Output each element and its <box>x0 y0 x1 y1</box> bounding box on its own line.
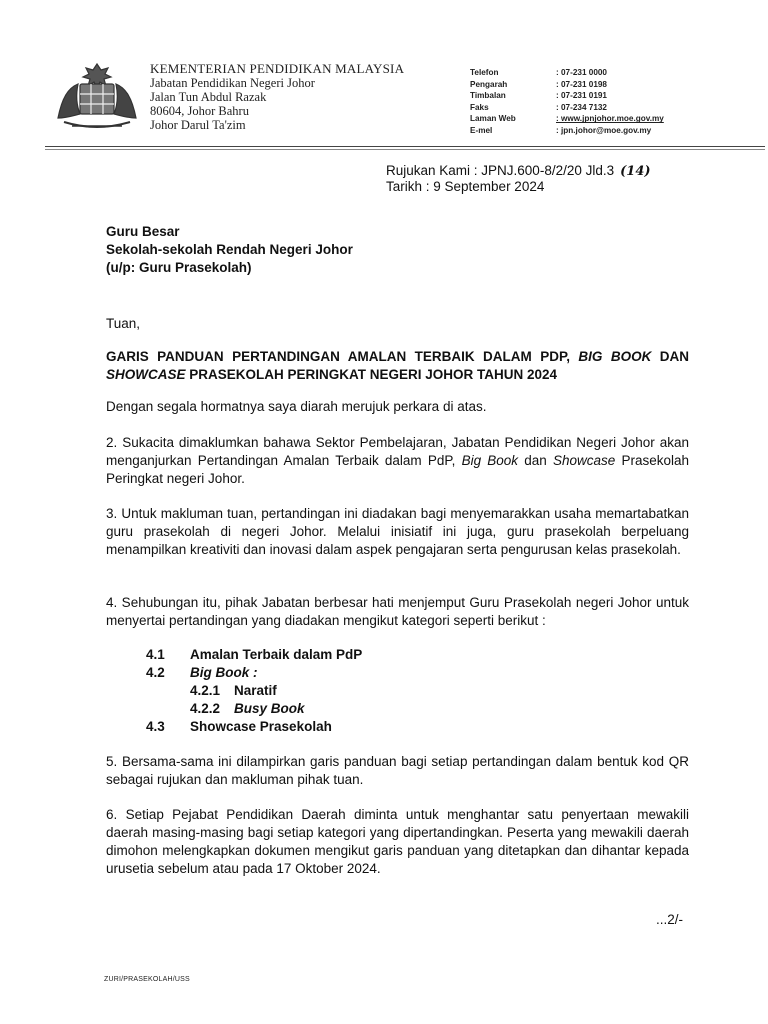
contact-value: : 07-234 7132 <box>556 102 607 112</box>
category-label: Big Book : <box>190 665 258 680</box>
contact-row <box>470 79 664 91</box>
contact-row <box>470 67 664 79</box>
contact-row <box>470 102 664 114</box>
contact-label: Telefon <box>470 68 499 77</box>
subject-text: SHOWCASE <box>106 367 186 382</box>
address-line: Jalan Tun Abdul Razak <box>150 90 267 104</box>
category-label: Amalan Terbaik dalam PdP <box>190 647 363 662</box>
paragraph-3: 3. Untuk makluman tuan, pertandingan ini diadakan bagi menyemarakkan usaha memartabatkan guru prasekolah di negeri Johor. Melalui inisiatif ini juga, guru prasekolah berpeluang menampilkan kreativiti dan inovasi dalam aspek pengajaran serta pengurusan kelas prasekolah. <box>106 506 689 557</box>
contact-value: : 07-231 0000 <box>556 68 607 77</box>
address-line: 80604, Johor Bahru <box>150 104 249 118</box>
paragraph-text: 2. Sukacita dimaklumkan bahawa Sektor Pembelajaran, Jabatan Pendidikan Negeri Johor akan menganjurkan Pertandingan Amalan Terbaik dalam PdP, <box>106 435 689 468</box>
paragraph-2 <box>106 434 689 488</box>
recipient-line: (u/p: Guru Prasekolah) <box>106 260 252 275</box>
contact-row <box>470 90 664 102</box>
contact-label: Timbalan <box>470 91 506 101</box>
contact-label: Faks <box>470 102 489 112</box>
address-line: Johor Darul Ta'zim <box>150 118 246 132</box>
page-continuation: ...2/- <box>656 912 684 927</box>
paragraph-5: 5. Bersama-sama ini dilampirkan garis panduan bagi setiap pertandingan dalam bentuk kod QR sebagai rujukan dan makluman pihak tuan. <box>106 754 689 787</box>
contact-row <box>470 113 664 125</box>
contact-value: : 07-231 0198 <box>556 79 607 89</box>
handwritten-number: (14) <box>620 164 651 179</box>
contact-label: Pengarah <box>470 79 508 89</box>
contact-label: Laman Web <box>470 114 516 124</box>
paragraph-text: Big Book <box>461 453 519 468</box>
paragraph-4: 4. Sehubungan itu, pihak Jabatan berbesar hati menjemput Guru Prasekolah negeri Johor untuk menyertai pertandingan yang diadakan mengikut kategori seperti berikut : <box>106 595 689 628</box>
email-link[interactable]: : jpn.johor@moe.gov.my <box>556 125 652 135</box>
subject-text: DAN <box>651 349 689 364</box>
paragraph-text: dan <box>518 453 553 468</box>
recipient-block <box>106 223 353 277</box>
contact-label: E-mel <box>470 125 493 135</box>
category-number: 4.1 <box>146 647 165 662</box>
website-link[interactable]: : www.jpnjohor.moe.gov.my <box>556 114 664 124</box>
paragraph-text: Showcase <box>552 453 616 468</box>
subject-text: GARIS PANDUAN PERTANDINGAN AMALAN TERBAIK DALAM PDP, <box>106 349 579 364</box>
subcategory-label: Busy Book <box>234 701 305 716</box>
category-number: 4.3 <box>146 719 165 734</box>
header-divider <box>45 146 765 147</box>
ministry-name: KEMENTERIAN PENDIDIKAN MALAYSIA <box>150 61 405 76</box>
paragraph-6: 6. Setiap Pejabat Pendidikan Daerah diminta untuk menghantar satu penyertaan mewakili daerah masing-masing bagi setiap kategori yang dipertandingkan. Peserta yang mewakili daerah dimohon melengkapkan dokumen mengikut garis panduan yang ditetapkan dan dihantar kepada urusetia sebelum atau pada 17 Oktober 2024. <box>106 807 689 876</box>
subcategory-number: 4.2.1 <box>190 683 221 698</box>
contact-value: : 07-231 0191 <box>556 91 607 101</box>
recipient-line: Guru Besar <box>106 224 180 239</box>
subcategory-label: Naratif <box>234 683 277 698</box>
paragraph-text: Prasekolah Peringkat negeri Johor. <box>106 453 689 486</box>
subject-text: PRASEKOLAH PERINGKAT NEGERI JOHOR TAHUN 2024 <box>185 367 558 382</box>
reference-number: Rujukan Kami : JPNJ.600-8/2/20 Jld.3 <box>386 163 615 178</box>
subject-heading <box>106 348 689 384</box>
contact-details <box>470 67 664 137</box>
category-number: 4.2 <box>146 665 165 680</box>
salutation: Tuan, <box>106 316 141 331</box>
subcategory-number: 4.2.2 <box>190 701 221 716</box>
letter-date: Tarikh : 9 September 2024 <box>386 179 545 194</box>
coat-of-arms-icon <box>52 60 142 132</box>
footer-reference-code: ZURI/PRASEKOLAH/USS <box>104 976 190 983</box>
recipient-line: Sekolah-sekolah Rendah Negeri Johor <box>106 242 353 257</box>
category-label: Showcase Prasekolah <box>190 719 332 734</box>
ministry-address-block <box>150 62 440 132</box>
address-line: Jabatan Pendidikan Negeri Johor <box>150 76 315 90</box>
header-divider <box>45 149 765 150</box>
contact-row <box>470 125 664 137</box>
subject-text: BIG BOOK <box>578 349 652 364</box>
paragraph-intro: Dengan segala hormatnya saya diarah merujuk perkara di atas. <box>106 399 487 414</box>
